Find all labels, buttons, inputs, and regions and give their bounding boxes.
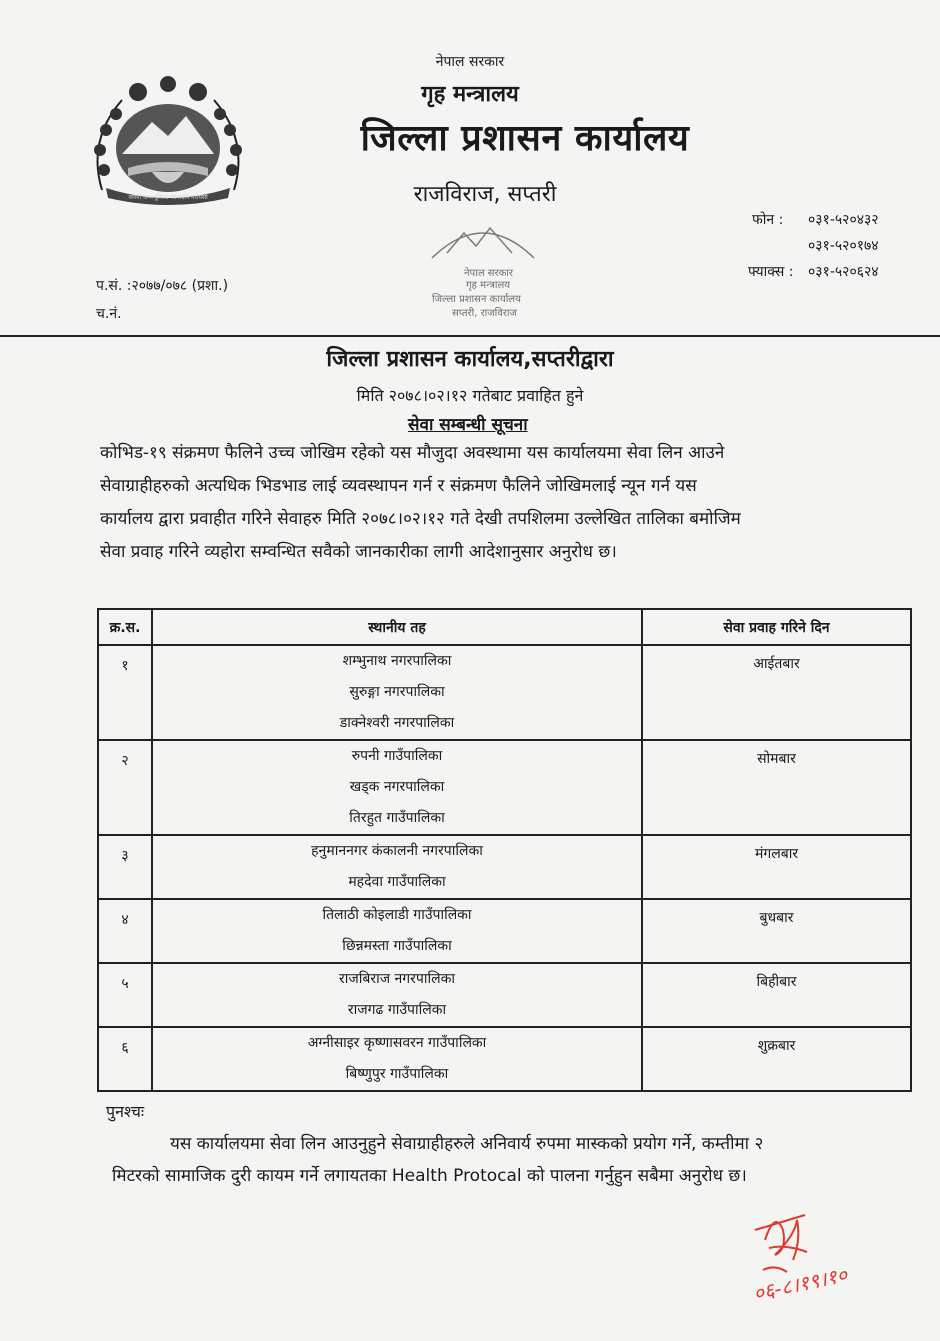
table-row [98,740,911,835]
row-local-levels [152,963,642,1027]
local-level: रुपनी गाउँपालिका [351,748,443,764]
local-level: महदेवा गाउँपालिका [348,874,446,890]
row-sn: ३ [98,835,152,899]
fax-number: ०३१-५२०६२४ [808,264,879,280]
notice-body-line: कार्यालय द्वारा प्रवाहीत गरिने सेवाहरु मिति २०७८।०२।१२ गते देखी तपशिलमा उल्लेखित तालिका बमोजिम [100,509,741,529]
local-level: राजबिराज नगरपालिका [338,971,455,987]
signature-icon [735,1200,875,1310]
column-header-sn: क्र.स. [98,609,152,645]
notice-body-line: सेवाग्राहीहरुको अत्यधिक भिडभाड लाई व्यवस्थापन गर्न र संक्रमण फैलिने जोखिमलाई न्यून गर्न यस [100,476,697,496]
office-location: राजविराज, सप्तरी [413,182,557,207]
notice-issuer: जिल्ला प्रशासन कार्यालय,सप्तरीद्वारा [326,347,614,372]
table-row [98,1027,911,1091]
stamp-line-4: सप्तरी, राजविराज [452,308,517,319]
stamp-line-2: गृह मन्त्रालय [466,280,511,291]
local-level: राजगढ गाउँपालिका [347,1002,447,1018]
row-service-day: शुक्रबार [642,1027,911,1091]
local-level: खड्क नगरपालिका [349,779,445,795]
notice-body-line: सेवा प्रवाह गरिने व्यहोरा सम्वन्धित सवैको जानकारीका लागी आदेशानुसार अनुरोध छ। [100,542,617,562]
table-row [98,963,911,1027]
row-service-day: सोमबार [642,740,911,835]
local-level: छिन्नमस्ता गाउँपालिका [342,938,452,954]
service-schedule-table [97,608,912,1092]
row-service-day: आईतबार [642,645,911,740]
row-local-levels [152,740,642,835]
government-name: नेपाल सरकार [435,54,505,70]
reference-number: प.सं. :२०७७/०७८ (प्रशा.) [96,278,229,294]
row-local-levels [152,1027,642,1091]
header-divider [0,335,940,337]
column-header-service-day: सेवा प्रवाह गरिने दिन [642,609,911,645]
postscript-line-1: यस कार्यालयमा सेवा लिन आउनुहुने सेवाग्राहीहरुले अनिवार्य रुपमा मास्कको प्रयोग गर्ने, कम्तीमा २ [170,1134,764,1154]
postscript-label: पुनश्चः [106,1102,145,1121]
notice-effective-date: मिति २०७८।०२।१२ गतेबाट प्रवाहित हुने [356,386,584,405]
row-sn: ६ [98,1027,152,1091]
notice-body-line: कोभिड-१९ संक्रमण फैलिने उच्च जोखिम रहेको यस मौजुदा अवस्थामा यस कार्यालयमा सेवा लिन आउने [100,443,725,463]
nepal-emblem-icon [82,70,254,210]
table-row [98,899,911,963]
local-level: बिष्णुपुर गाउँपालिका [345,1066,449,1082]
local-level: अग्नीसाइर कृष्णासवरन गाउँपालिका [307,1035,487,1051]
row-local-levels [152,645,642,740]
table-row [98,835,911,899]
phone-number-1: ०३१-५२०४३२ [808,212,879,228]
local-level: सुरुङ्गा नगरपालिका [349,684,445,700]
row-local-levels [152,899,642,963]
local-level: तिरहुत गाउँपालिका [349,810,445,826]
office-stamp-icon [402,198,564,328]
phone-label: फोन : [752,212,784,228]
ministry-name: गृह मन्त्रालय [421,82,519,107]
postscript-line-2: मिटरको सामाजिक दुरी कायम गर्ने लगायतका Health Protocal को पालना गर्नुहुन सबैमा अनुरोध छ। [112,1166,747,1186]
local-level: डाक्नेश्वरी नगरपालिका [339,715,455,731]
stamp-line-1: नेपाल सरकार [464,268,513,279]
row-service-day: बिहीबार [642,963,911,1027]
signature-date: ०६-८।१९।१० [751,1262,850,1306]
dispatch-number: च.नं. [96,306,122,322]
phone-number-2: ०३१-५२०१७४ [808,238,879,254]
row-sn: ४ [98,899,152,963]
office-name: जिल्ला प्रशासन कार्यालय [360,118,690,159]
table-row [98,645,911,740]
row-sn: २ [98,740,152,835]
fax-label: फ्याक्स : [748,264,794,280]
column-header-local-level: स्थानीय तह [152,609,642,645]
row-local-levels [152,835,642,899]
local-level: तिलाठी कोइलाडी गाउँपालिका [322,907,472,923]
local-level: हनुमाननगर कंकालनी नगरपालिका [311,843,483,859]
row-sn: ५ [98,963,152,1027]
local-level: शम्भुनाथ नगरपालिका [342,653,452,669]
row-service-day: बुधबार [642,899,911,963]
stamp-line-3: जिल्ला प्रशासन कार्यालय [432,294,521,305]
notice-title: सेवा सम्बन्धी सूचना [408,415,528,435]
row-sn: १ [98,645,152,740]
emblem-motto: जननी जन्मभूमिश्च स्वर्गादपि गरीयसी [128,194,208,201]
row-service-day: मंगलबार [642,835,911,899]
